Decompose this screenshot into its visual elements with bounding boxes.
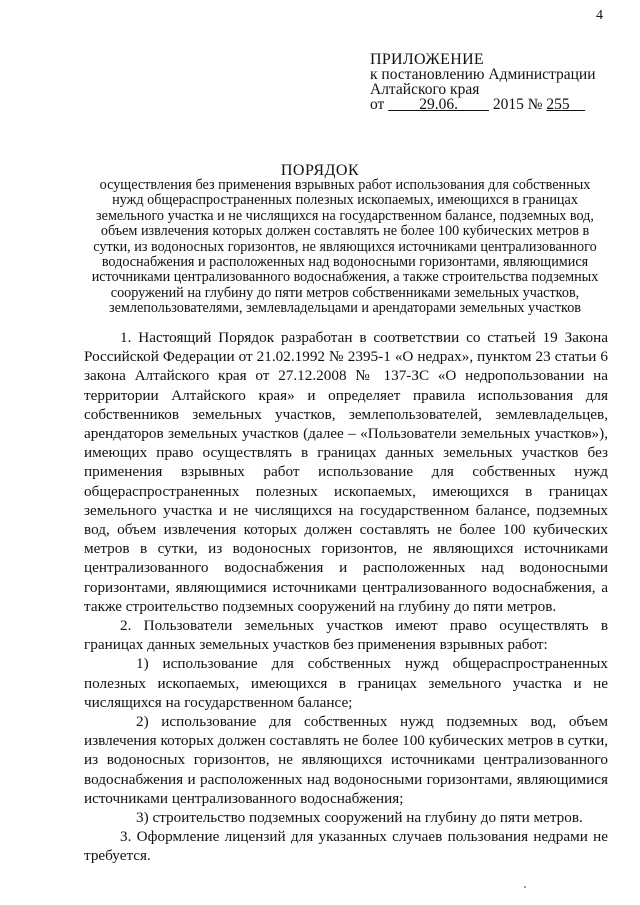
document-subtitle: осуществления без применения взрывных работ использования для собственных нужд общераспространенных полезных ископаемых, имеющихся в границах земельного участка и не числящихся на государственном балансе, подземных вод, объем извлечения которых должен составлять не более 100 кубических метров в сутки, из водоносных горизонтов, не являющихся источниками централизованного водоснабжения и расположенных над водоносными горизонтами, являющимися источниками централизованного водоснабжения, а также строительства подземных сооружений на глубину до пяти метров собственниками земельных участков, землепользователями, землевладельцами и арендаторами земельных участков [91, 177, 599, 317]
paragraph-2-item-1: 1) использование для собственных нужд общераспространенных полезных ископаемых, имеющихся в границах земельного участка и не числящихся на государственном балансе; [84, 655, 608, 711]
resolution-date: 29.06. [419, 96, 458, 113]
resolution-number: 255 [546, 96, 570, 113]
resolution-year: 2015 № [492, 96, 543, 113]
document-title: ПОРЯДОК [280, 162, 360, 179]
appendix-title: ПРИЛОЖЕНИЕ [370, 51, 485, 68]
page-number: 4 [596, 8, 603, 23]
appendix-block [370, 52, 596, 112]
document-body [84, 328, 608, 866]
appendix-line-1: к постановлению Администрации [370, 66, 596, 83]
appendix-date-line [370, 97, 596, 112]
paragraph-3: 3. Оформление лицензий для указанных случаев пользования недрами не требуется. [84, 828, 608, 865]
paragraph-2-item-3: 3) строительство подземных сооружений на глубину до пяти метров. [136, 809, 583, 827]
paragraph-2: 2. Пользователи земельных участков имеют право осуществлять в границах данных земельных участков без применения взрывных работ: [84, 617, 608, 654]
date-prefix: от [370, 96, 385, 113]
appendix-line-2: Алтайского края [370, 81, 480, 98]
paragraph-1: 1. Настоящий Порядок разработан в соответствии со статьей 19 Закона Российской Федерации от 21.02.1992 № 2395-1 «О недрах», пунктом 23 статьи 6 закона Алтайского края от 27.12.2008 № 137-ЗС «О недропользовании на территории Алтайского края» и определяет правила использования для собственников земельных участков, землепользователей, землевладельцев, арендаторов земельных участков (далее – «Пользователи земельных участков»), имеющих право осуществлять в границах данных земельных участков без применения взрывных работ использование для собственных нужд общераспространенных полезных ископаемых, имеющихся в границах земельного участка и не числящихся на государственном балансе, подземных вод, объем извлечения которых должен составлять не более 100 кубических метров в сутки, из водоносных горизонтов, не являющихся источниками централизованного водоснабжения и расположенных над водоносными горизонтами, являющимися источниками централизованного водоснабжения, а также строительство подземных сооружений на глубину до пяти метров. [84, 329, 608, 615]
scan-speck [524, 886, 526, 888]
paragraph-2-item-2: 2) использование для собственных нужд подземных вод, объем извлечения которых должен составлять не более 100 кубических метров в сутки, из водоносных горизонтов, не являющихся источниками централизованного водоснабжения и расположенных над водоносными горизонтами, являющимися источниками централизованного водоснабжения; [84, 713, 608, 807]
